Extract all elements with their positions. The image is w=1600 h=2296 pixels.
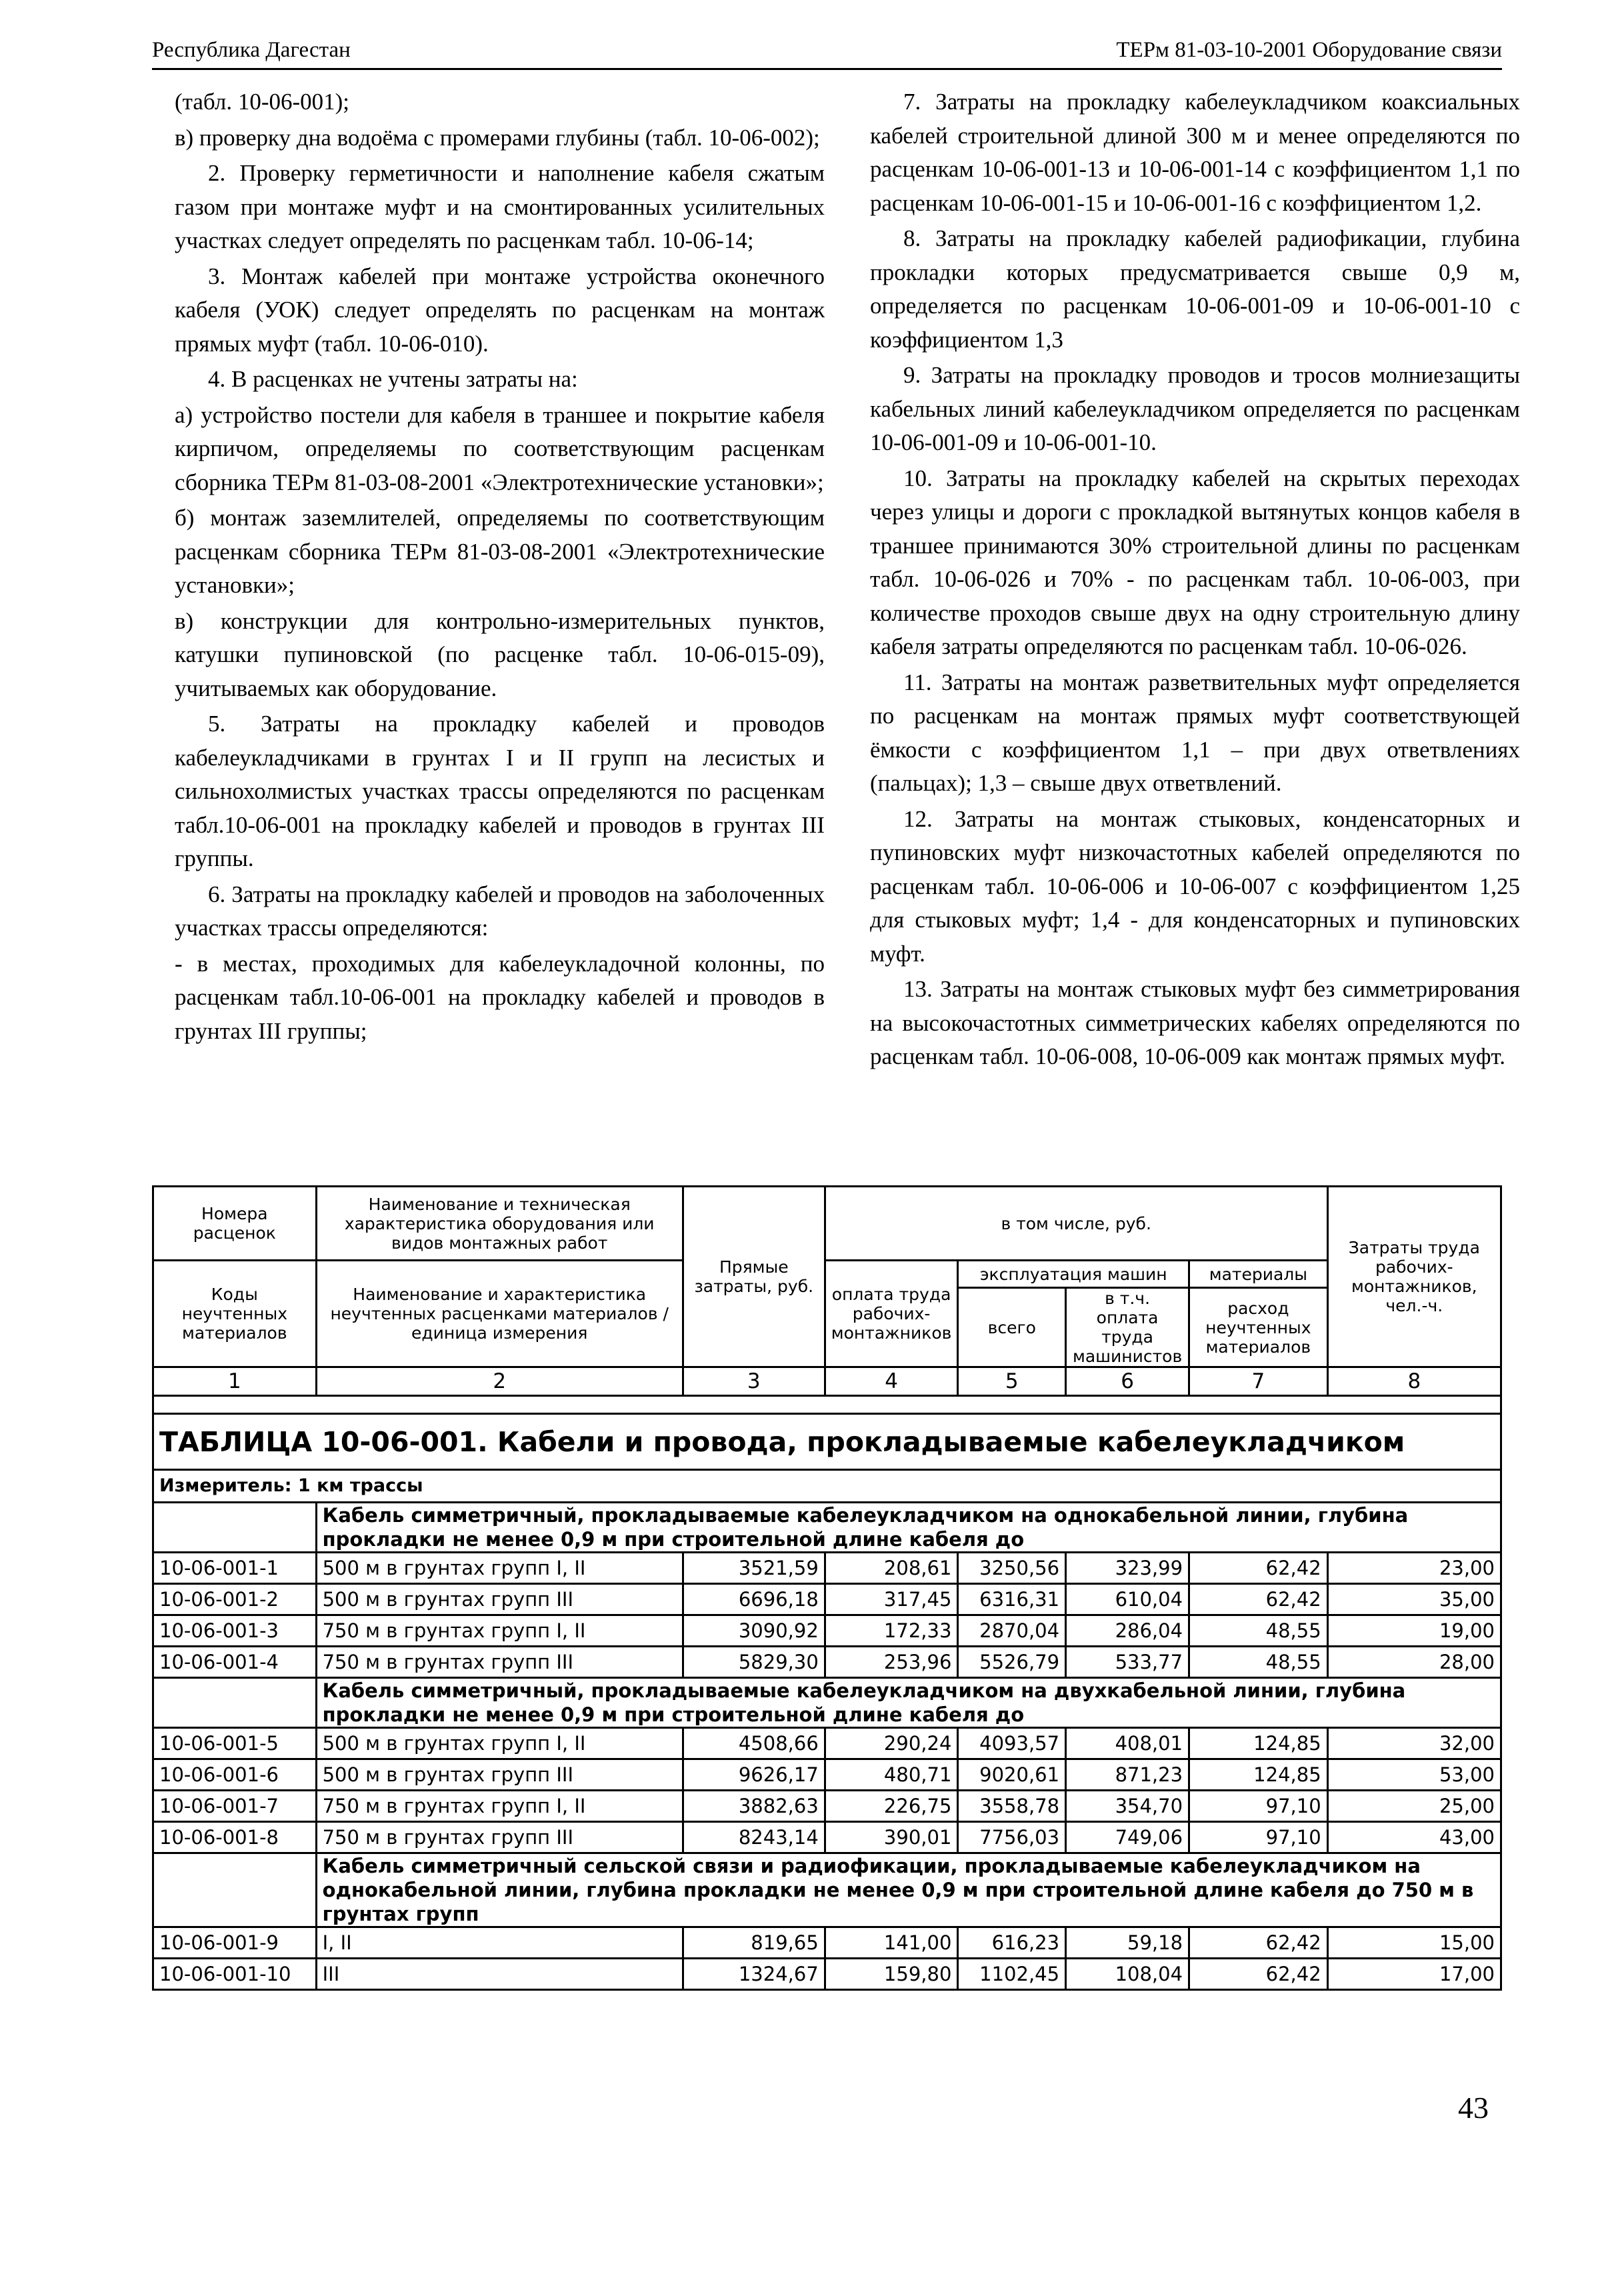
work-name-cell: 500 м в грунтах групп III [316, 1759, 683, 1791]
page-number: 43 [1458, 2091, 1489, 2125]
value-cell: 253,96 [825, 1647, 958, 1678]
group-heading-spacer [153, 1678, 317, 1728]
price-code-cell: 10-06-001-9 [153, 1927, 317, 1959]
value-cell: 5526,79 [958, 1647, 1066, 1678]
price-code-cell: 10-06-001-4 [153, 1647, 317, 1678]
table-row [153, 1759, 1501, 1791]
col-number: 1 [153, 1367, 317, 1396]
header-work-name: Наименование и техническая характеристика оборудования или видов монтажных работ [316, 1187, 683, 1261]
col-number: 8 [1327, 1367, 1501, 1396]
value-cell: 97,10 [1189, 1822, 1328, 1853]
header-operator-pay: в т.ч. оплата труда машинистов [1066, 1288, 1189, 1367]
table-row [153, 1959, 1501, 1990]
header-material-codes: Коды неучтенных материалов [153, 1261, 317, 1367]
table-row [153, 1647, 1501, 1678]
body-paragraph: б) монтаж заземлителей, определяемы по соответствующим расценкам сборника ТЕРм 81-03-08-2001 «Электротехнические установки»; [175, 505, 825, 598]
header-price-numbers: Номера расценок [153, 1187, 317, 1261]
value-cell: 62,42 [1189, 1553, 1328, 1584]
body-paragraph: в) конструкции для контрольно-измерительных пунктов, катушки пупиновской (по расценке табл. 10-06-015-09), учитываемых как оборудование. [175, 607, 825, 701]
col-number: 3 [683, 1367, 825, 1396]
body-paragraph: - в местах, проходимых для кабелеукладочной колонны, по расценкам табл.10-06-001 на прокладку кабелей и проводов в грунтах III группы; [175, 950, 825, 1044]
value-cell: 354,70 [1066, 1791, 1189, 1822]
work-name-cell: 500 м в грунтах групп I, II [316, 1728, 683, 1759]
value-cell: 3250,56 [958, 1553, 1066, 1584]
value-cell: 5829,30 [683, 1647, 825, 1678]
value-cell: 1102,45 [958, 1959, 1066, 1990]
price-table [152, 1185, 1502, 1991]
table-row [153, 1791, 1501, 1822]
body-paragraph: (табл. 10-06-001); [175, 89, 350, 115]
value-cell: 480,71 [825, 1759, 958, 1791]
value-cell: 9626,17 [683, 1759, 825, 1791]
value-cell: 28,00 [1327, 1647, 1501, 1678]
header-including: в том числе, руб. [825, 1187, 1327, 1261]
value-cell: 533,77 [1066, 1647, 1189, 1678]
col-number: 6 [1066, 1367, 1189, 1396]
value-cell: 15,00 [1327, 1927, 1501, 1959]
body-paragraph: в) проверку дна водоёма с промерами глубины (табл. 10-06-002); [175, 124, 820, 151]
body-paragraph: 3. Монтаж кабелей при монтаже устройства оконечного кабеля (УОК) следует определять по расценкам на монтаж прямых муфт (табл. 10-06-010). [175, 263, 825, 357]
price-code-cell: 10-06-001-6 [153, 1759, 317, 1791]
value-cell: 124,85 [1189, 1759, 1328, 1791]
body-paragraph: 8. Затраты на прокладку кабелей радиофикации, глубина прокладки которых предусматривается свыше 0,9 м, определяется по расценкам 10-06-001-09 и 10-06-001-10 с коэффициентом 1,3 [870, 225, 1520, 353]
table-row [153, 1822, 1501, 1853]
value-cell: 62,42 [1189, 1584, 1328, 1615]
value-cell: 35,00 [1327, 1584, 1501, 1615]
value-cell: 616,23 [958, 1927, 1066, 1959]
body-paragraph: 11. Затраты на монтаж разветвительных муфт определяется по расценкам на монтаж прямых муфт соответствующей ёмкости с коэффициентом 1,1 – при двух ответвлениях (пальцах); 1,3 – свыше двух ответвлений. [870, 669, 1520, 796]
header-rule [152, 68, 1502, 70]
value-cell: 2870,04 [958, 1615, 1066, 1647]
value-cell: 408,01 [1066, 1728, 1189, 1759]
value-cell: 7756,03 [958, 1822, 1066, 1853]
body-paragraph: 7. Затраты на прокладку кабелеукладчиком коаксиальных кабелей строительной длиной 300 м и менее определяются по расценкам 10-06-001-13 и 10-06-001-14 с коэффициентом 1,1 по расценкам 10-06-001-15 и 10-06-001-16 с коэффициентом 1,2. [870, 89, 1520, 216]
value-cell: 3558,78 [958, 1791, 1066, 1822]
table-row [153, 1728, 1501, 1759]
group-heading-spacer [153, 1503, 317, 1553]
group-heading-row [153, 1853, 1501, 1927]
value-cell: 62,42 [1189, 1927, 1328, 1959]
work-name-cell: 750 м в грунтах групп I, II [316, 1615, 683, 1647]
body-paragraph: 5. Затраты на прокладку кабелей и проводов кабелеукладчиками в грунтах I и II групп на лесистых и сильнохолмистых участках трассы определяются по расценкам табл.10-06-001 на прокладку кабелей и проводов в грунтах III группы. [175, 711, 825, 871]
table-row [153, 1584, 1501, 1615]
price-code-cell: 10-06-001-5 [153, 1728, 317, 1759]
value-cell: 53,00 [1327, 1759, 1501, 1791]
group-heading: Кабель симметричный, прокладываемые кабелеукладчиком на двухкабельной линии, глубина прокладки не менее 0,9 м при строительной длине кабеля до [316, 1678, 1501, 1728]
value-cell: 3521,59 [683, 1553, 825, 1584]
body-paragraph: а) устройство постели для кабеля в траншее и покрытие кабеля кирпичом, определяемы по соответствующим расценкам сборника ТЕРм 81-03-08-2001 «Электротехнические установки»; [175, 401, 825, 495]
value-cell: 48,55 [1189, 1647, 1328, 1678]
group-heading: Кабель симметричный, прокладываемые кабелеукладчиком на однокабельной линии, глубина прокладки не менее 0,9 м при строительной длине кабеля до [316, 1503, 1501, 1553]
price-code-cell: 10-06-001-10 [153, 1959, 317, 1990]
body-paragraph: 10. Затраты на прокладку кабелей на скрытых переходах через улицы и дороги с прокладкой вытянутых концов кабеля в траншее принимаются 30% строительной длины по расценкам табл. 10-06-026 и 70% - по расценкам табл. 10-06-003, при количестве проходов свыше двух на одну строительную длину кабеля затраты определяются по расценкам табл. 10-06-026. [870, 465, 1520, 659]
col-number: 7 [1189, 1367, 1328, 1396]
table-row [153, 1553, 1501, 1584]
header-machine-operation: эксплуатация машин [958, 1261, 1189, 1288]
value-cell: 3882,63 [683, 1791, 825, 1822]
value-cell: 172,33 [825, 1615, 958, 1647]
value-cell: 32,00 [1327, 1728, 1501, 1759]
header-material-consumption: расход неучтенных материалов [1189, 1288, 1328, 1367]
group-heading-row [153, 1503, 1501, 1553]
header-direct-costs: Прямые затраты, руб. [683, 1187, 825, 1367]
value-cell: 819,65 [683, 1927, 825, 1959]
table-title: ТАБЛИЦА 10-06-001. Кабели и провода, прокладываемые кабелеукладчиком [153, 1414, 1501, 1470]
running-header [152, 35, 1502, 65]
value-cell: 108,04 [1066, 1959, 1189, 1990]
header-machines-total: всего [958, 1288, 1066, 1367]
group-heading-spacer [153, 1853, 317, 1927]
table-spacer [153, 1396, 1501, 1414]
value-cell: 208,61 [825, 1553, 958, 1584]
value-cell: 749,06 [1066, 1822, 1189, 1853]
value-cell: 871,23 [1066, 1759, 1189, 1791]
price-code-cell: 10-06-001-1 [153, 1553, 317, 1584]
work-name-cell: 750 м в грунтах групп III [316, 1822, 683, 1853]
price-code-cell: 10-06-001-7 [153, 1791, 317, 1822]
header-worker-pay: оплата труда рабочих-монтажников [825, 1261, 958, 1367]
price-code-cell: 10-06-001-3 [153, 1615, 317, 1647]
work-name-cell: III [316, 1959, 683, 1990]
value-cell: 23,00 [1327, 1553, 1501, 1584]
value-cell: 62,42 [1189, 1959, 1328, 1990]
value-cell: 141,00 [825, 1927, 958, 1959]
work-name-cell: 750 м в грунтах групп I, II [316, 1791, 683, 1822]
col-number: 2 [316, 1367, 683, 1396]
value-cell: 48,55 [1189, 1615, 1328, 1647]
group-heading: Кабель симметричный сельской связи и радиофикации, прокладываемые кабелеукладчиком на однокабельной линии, глубина прокладки не менее 0,9 м при строительной длине кабеля до 750 м в грунтах групп [316, 1853, 1501, 1927]
table-row [153, 1927, 1501, 1959]
value-cell: 226,75 [825, 1791, 958, 1822]
value-cell: 8243,14 [683, 1822, 825, 1853]
value-cell: 3090,92 [683, 1615, 825, 1647]
value-cell: 59,18 [1066, 1927, 1189, 1959]
value-cell: 9020,61 [958, 1759, 1066, 1791]
value-cell: 17,00 [1327, 1959, 1501, 1990]
work-name-cell: 750 м в грунтах групп III [316, 1647, 683, 1678]
value-cell: 317,45 [825, 1584, 958, 1615]
value-cell: 323,99 [1066, 1553, 1189, 1584]
table-row [153, 1615, 1501, 1647]
header-material-names: Наименование и характеристика неучтенных расценками материалов / единица измерения [316, 1261, 683, 1367]
price-code-cell: 10-06-001-8 [153, 1822, 317, 1853]
price-code-cell: 10-06-001-2 [153, 1584, 317, 1615]
header-labor-hours: Затраты труда рабочих-монтажников, чел.-ч. [1327, 1187, 1501, 1367]
body-paragraph: 6. Затраты на прокладку кабелей и проводов на заболоченных участках трассы определяются: [175, 881, 825, 941]
value-cell: 25,00 [1327, 1791, 1501, 1822]
work-name-cell: I, II [316, 1927, 683, 1959]
value-cell: 4093,57 [958, 1728, 1066, 1759]
header-document-code: ТЕРм 81-03-10-2001 Оборудование связи [1116, 38, 1502, 62]
col-number: 4 [825, 1367, 958, 1396]
body-paragraph: 9. Затраты на прокладку проводов и тросов молниезащиты кабельных линий кабелеукладчиком определяется по расценкам 10-06-001-09 и 10-06-001-10. [870, 362, 1520, 455]
work-name-cell: 500 м в грунтах групп I, II [316, 1553, 683, 1584]
value-cell: 43,00 [1327, 1822, 1501, 1853]
left-text-column [175, 85, 825, 1050]
value-cell: 97,10 [1189, 1791, 1328, 1822]
value-cell: 6696,18 [683, 1584, 825, 1615]
value-cell: 610,04 [1066, 1584, 1189, 1615]
value-cell: 390,01 [825, 1822, 958, 1853]
value-cell: 6316,31 [958, 1584, 1066, 1615]
body-paragraph: 2. Проверку герметичности и наполнение кабеля сжатым газом при монтаже муфт и на смонтированных усилительных участках следует определять по расценкам табл. 10-06-14; [175, 160, 825, 253]
header-region: Республика Дагестан [152, 38, 351, 62]
body-paragraph: 4. В расценках не учтены затраты на: [208, 366, 578, 392]
col-number: 5 [958, 1367, 1066, 1396]
value-cell: 290,24 [825, 1728, 958, 1759]
body-paragraph: 12. Затраты на монтаж стыковых, конденсаторных и пупиновских муфт низкочастотных кабелей определяются по расценкам табл. 10-06-006 и 10-06-007 с коэффициентом 1,25 для стыковых муфт; 1,4 - для конденсаторных и пупиновских муфт. [870, 805, 1520, 967]
header-materials: материалы [1189, 1261, 1328, 1288]
right-text-column [870, 85, 1520, 1076]
body-paragraph: 13. Затраты на монтаж стыковых муфт без симметрирования на высокочастотных симметрических кабелях определяются по расценкам табл. 10-06-008, 10-06-009 как монтаж прямых муфт. [870, 976, 1520, 1069]
group-heading-row [153, 1678, 1501, 1728]
value-cell: 1324,67 [683, 1959, 825, 1990]
value-cell: 286,04 [1066, 1615, 1189, 1647]
value-cell: 159,80 [825, 1959, 958, 1990]
table-measure: Измеритель: 1 км трассы [153, 1470, 1501, 1503]
work-name-cell: 500 м в грунтах групп III [316, 1584, 683, 1615]
value-cell: 19,00 [1327, 1615, 1501, 1647]
value-cell: 4508,66 [683, 1728, 825, 1759]
value-cell: 124,85 [1189, 1728, 1328, 1759]
